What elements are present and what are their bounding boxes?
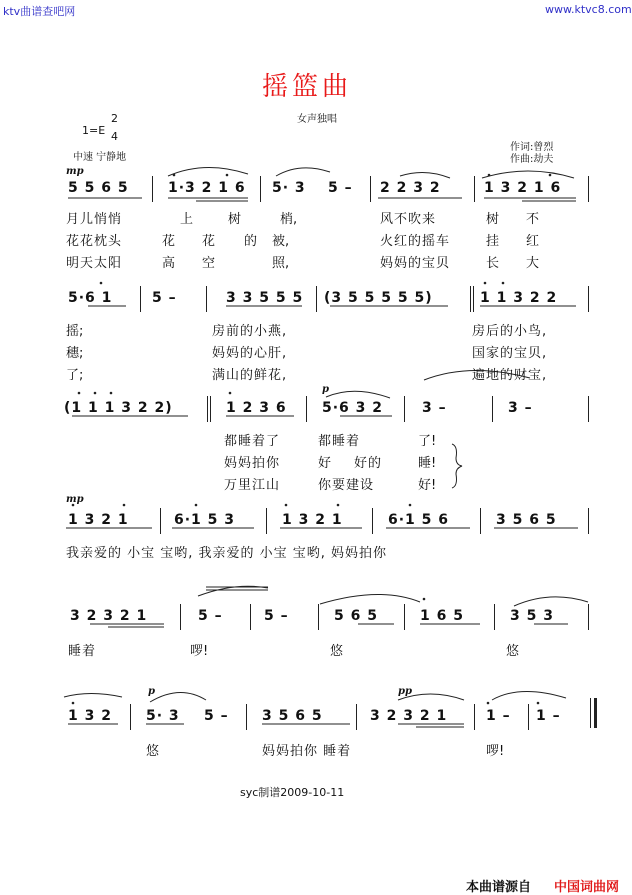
lyric-line: 妈妈拍你 — [224, 456, 281, 471]
song-subtitle: 女声独唱 — [297, 114, 337, 125]
barline — [250, 604, 251, 630]
lyric-line: 都睡着了 — [224, 434, 281, 449]
transcriber-signature: syc制谱2009-10-11 — [240, 786, 345, 799]
barline — [494, 604, 495, 630]
barline — [318, 604, 319, 630]
lyric-line: 都睡着 — [318, 434, 361, 449]
lyric-line: 花 — [202, 234, 216, 249]
lyric-line: 了; — [66, 368, 84, 383]
barline — [140, 286, 141, 312]
lyric-line: 大 — [526, 256, 540, 271]
row3-measure1: (1 1 1 3 2 2) — [64, 400, 173, 416]
barline — [206, 286, 207, 312]
lyric-line: 悠 — [146, 744, 160, 759]
barline — [370, 176, 371, 202]
barline — [180, 604, 181, 630]
watermark-right: www.ktvc8.com — [545, 3, 632, 16]
lyric-line: 被, — [272, 234, 290, 249]
row3-measure2: 1 2 3 6 — [226, 400, 287, 416]
time-signature-top: 2 — [111, 112, 118, 125]
dynamic-p-row3: p — [322, 384, 329, 395]
barline — [404, 604, 405, 630]
lyric-line: 妈妈的心肝, — [212, 346, 288, 361]
lyric-line: 空 — [202, 256, 216, 271]
row1-measure6: 1 3 2 1 6 — [484, 180, 562, 196]
row1-measure3: 5· 3 — [272, 180, 306, 196]
row5-measure5: 1 6 5 — [420, 608, 464, 624]
barline — [588, 176, 589, 202]
barline — [528, 704, 529, 730]
barline — [246, 704, 247, 730]
barline — [473, 286, 474, 312]
lyric-line: 满山的鲜花, — [212, 368, 288, 383]
lyric-line: 啰! — [486, 744, 505, 759]
row2-measure2: 5 – — [152, 290, 177, 306]
lyric-line: 摇; — [66, 324, 84, 339]
lyric-line: 遍地的财宝, — [472, 368, 548, 383]
lyric-line: 照, — [272, 256, 290, 271]
lyric-line: 我亲爱的 小宝 宝哟, 我亲爱的 小宝 宝哟, 妈妈拍你 — [66, 546, 388, 561]
barline — [588, 396, 589, 422]
barline — [130, 704, 131, 730]
lyric-line: 红 — [526, 234, 540, 249]
lyric-line: 风不吹来 — [380, 212, 437, 227]
lyric-line: 的 — [244, 234, 258, 249]
dynamic-mp-row4: mp — [66, 494, 84, 505]
row6-measure3: 5 – — [204, 708, 229, 724]
lyric-line: 长 — [486, 256, 500, 271]
row6-measure1: 1 3 2 — [68, 708, 112, 724]
lyric-line: 妈妈拍你 睡着 — [262, 744, 352, 759]
row4-measure1: 1 3 2 1 — [68, 512, 129, 528]
row1-measure5: 2 2 3 2 — [380, 180, 441, 196]
lyric-line: 花 — [162, 234, 176, 249]
row4-measure5: 3 5 6 5 — [496, 512, 557, 528]
barline — [480, 508, 481, 534]
dynamic-mp-row1: mp — [66, 166, 84, 177]
barline — [492, 396, 493, 422]
source-site-link[interactable]: 中国词曲网 — [554, 880, 620, 895]
row4-measure3: 1 3 2 1 — [282, 512, 343, 528]
lyric-line: 上 — [180, 212, 194, 227]
barline — [588, 286, 589, 312]
lyric-line: 火红的摇车 — [380, 234, 451, 249]
barline — [160, 508, 161, 534]
barline — [474, 704, 475, 730]
song-title: 摇篮曲 — [262, 72, 353, 102]
barline — [266, 508, 267, 534]
lyric-line: 睡着 — [68, 644, 97, 659]
row3-measure5: 3 – — [508, 400, 533, 416]
barline — [210, 396, 211, 422]
row6-measure5: 3 2 3 2 1 — [370, 708, 448, 724]
barline — [306, 396, 307, 422]
barline — [152, 176, 153, 202]
row3-measure3: 5·6 3 2 — [322, 400, 384, 416]
row4-measure2: 6·1 5 3 — [174, 512, 236, 528]
lyricist-credit: 作词:曾烈 — [510, 142, 554, 153]
lyric-line: 啰! — [190, 644, 209, 659]
row5-measure6: 3 5 3 — [510, 608, 554, 624]
barline — [260, 176, 261, 202]
dynamic-pp-row6: pp — [398, 686, 412, 697]
row1-measure1: 5 5 6 5 — [68, 180, 129, 196]
row5-measure4: 5 6 5 — [334, 608, 378, 624]
dynamic-p-row6: p — [148, 686, 155, 697]
barline — [474, 176, 475, 202]
barline — [316, 286, 317, 312]
barline — [588, 604, 589, 630]
lyric-line: 好 — [318, 456, 332, 471]
row5-measure2: 5 – — [198, 608, 223, 624]
lyric-line: 穗; — [66, 346, 84, 361]
lyric-line: 挂 — [486, 234, 500, 249]
tempo-marking: 中速 宁静地 — [73, 152, 127, 163]
lyric-line: 房后的小鸟, — [472, 324, 548, 339]
row2-measure4: (3 5 5 5 5 5) — [324, 290, 433, 306]
lyric-line: 悠 — [330, 644, 344, 659]
row2-measure1: 5·6 1 — [68, 290, 113, 306]
row5-measure1: 3 2 3 2 1 — [70, 608, 148, 624]
lyric-line: 梢, — [280, 212, 298, 227]
row5-measure3: 5 – — [264, 608, 289, 624]
barline — [470, 286, 471, 312]
row2-measure3: 3 3 5 5 5 — [226, 290, 304, 306]
lyric-line: 好! — [418, 478, 437, 493]
lyric-line: 月儿悄悄 — [66, 212, 123, 227]
watermark-left: ktv曲谱查吧网 — [3, 5, 76, 18]
barline — [404, 396, 405, 422]
barline — [372, 508, 373, 534]
barline — [356, 704, 357, 730]
lyric-line: 树 — [228, 212, 242, 227]
lyric-line: 悠 — [506, 644, 520, 659]
barline — [588, 508, 589, 534]
row6-measure7: 1 – — [536, 708, 561, 724]
row2-measure5: 1 1 3 2 2 — [480, 290, 558, 306]
lyric-line: 树 — [486, 212, 500, 227]
lyric-line: 明天太阳 — [66, 256, 123, 271]
row6-measure6: 1 – — [486, 708, 511, 724]
row6-measure2: 5· 3 — [146, 708, 180, 724]
lyric-line: 了! — [418, 434, 437, 449]
row1-measure4: 5 – — [328, 180, 353, 196]
lyric-line: 你要建设 — [318, 478, 375, 493]
row6-measure4: 3 5 6 5 — [262, 708, 323, 724]
row3-measure4: 3 – — [422, 400, 447, 416]
lyric-line: 睡! — [418, 456, 437, 471]
source-label: 本曲谱源自 — [466, 880, 532, 895]
lyric-line: 好的 — [354, 456, 383, 471]
lyric-line: 高 — [162, 256, 176, 271]
lyric-line: 花花枕头 — [66, 234, 123, 249]
lyric-line: 国家的宝贝, — [472, 346, 548, 361]
lyric-line: 不 — [526, 212, 540, 227]
row4-measure4: 6·1 5 6 — [388, 512, 450, 528]
time-signature-bottom: 4 — [111, 130, 118, 143]
composer-credit: 作曲:劫夫 — [510, 154, 554, 165]
row1-measure2: 1·3 2 1 6 — [168, 180, 246, 196]
lyric-line: 万里江山 — [224, 478, 281, 493]
lyric-line: 妈妈的宝贝 — [380, 256, 451, 271]
key-signature: 1=E — [82, 124, 106, 137]
lyric-line: 房前的小燕, — [212, 324, 288, 339]
barline — [207, 396, 208, 422]
